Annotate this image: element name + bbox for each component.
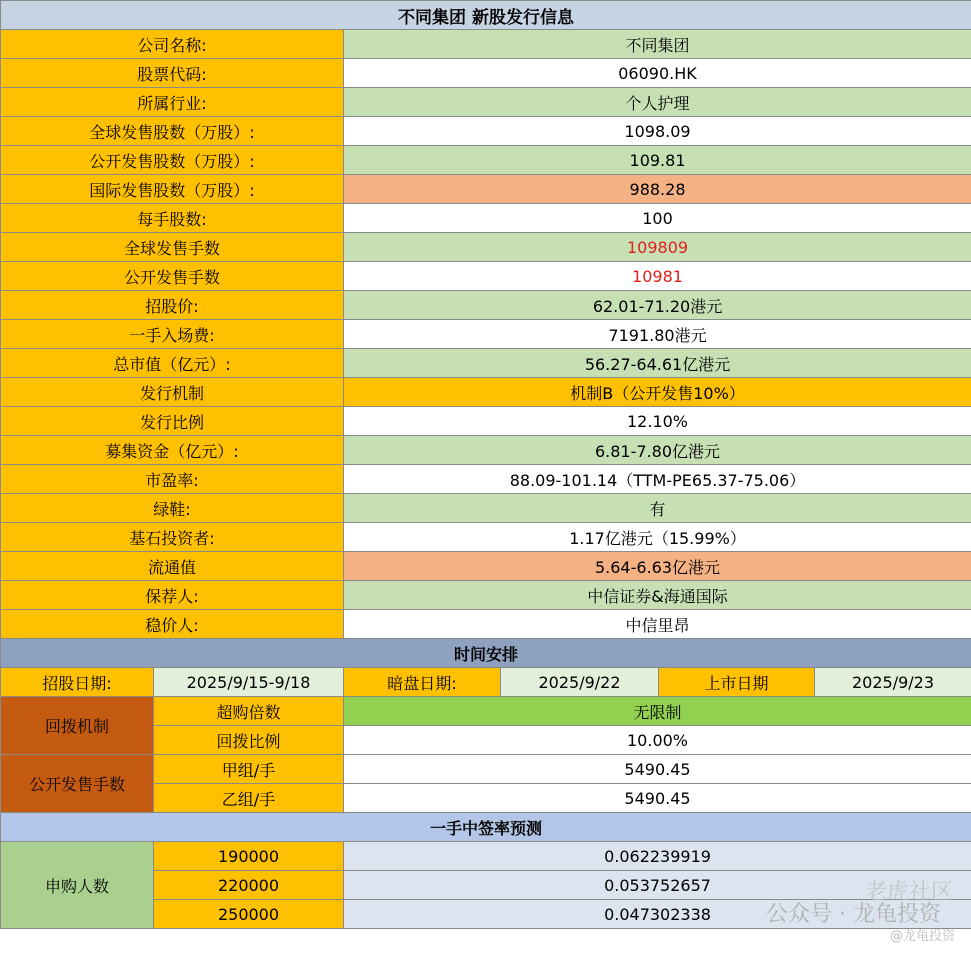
group-a-label: 甲组/手 (154, 755, 344, 784)
value-public-shares: 109.81 (344, 146, 971, 175)
value-sponsor: 中信证券&海通国际 (344, 581, 971, 610)
value-float-value: 5.64-6.63亿港元 (344, 552, 971, 581)
value-pe-ratio: 88.09-101.14（TTM-PE65.37-75.06） (344, 465, 971, 494)
label-sponsor: 保荐人: (1, 581, 344, 610)
label-global-shares: 全球发售股数（万股）: (1, 117, 344, 146)
clawback-label: 回拨机制 (1, 697, 154, 755)
value-market-cap: 56.27-64.61亿港元 (344, 349, 971, 378)
label-public-lots: 公开发售手数 (1, 262, 344, 291)
label-cornerstone: 基石投资者: (1, 523, 344, 552)
value-intl-shares: 988.28 (344, 175, 971, 204)
label-intl-shares: 国际发售股数（万股）: (1, 175, 344, 204)
subscription-date-value: 2025/9/15-9/18 (154, 668, 344, 697)
oversub-label: 超购倍数 (154, 697, 344, 726)
applicant-count: 250000 (154, 900, 344, 929)
subscription-date-label: 招股日期: (1, 668, 154, 697)
applicants-label: 申购人数 (1, 842, 154, 929)
grey-market-date-value: 2025/9/22 (501, 668, 659, 697)
label-stock-code: 股票代码: (1, 59, 344, 88)
value-proceeds: 6.81-7.80亿港元 (344, 436, 971, 465)
label-lot-size: 每手股数: (1, 204, 344, 233)
value-global-lots: 109809 (344, 233, 971, 262)
value-public-lots: 10981 (344, 262, 971, 291)
label-proceeds: 募集资金（亿元）: (1, 436, 344, 465)
label-company-name: 公司名称: (1, 30, 344, 59)
clawback-ratio-label: 回拨比例 (154, 726, 344, 755)
value-company-name: 不同集团 (344, 30, 971, 59)
label-stabilizer: 稳价人: (1, 610, 344, 639)
label-mechanism: 发行机制 (1, 378, 344, 407)
value-issue-ratio: 12.10% (344, 407, 971, 436)
allotment-rate: 0.047302338 (344, 900, 971, 929)
label-industry: 所属行业: (1, 88, 344, 117)
listing-date-value: 2025/9/23 (815, 668, 971, 697)
value-global-shares: 1098.09 (344, 117, 971, 146)
label-greenshoe: 绿鞋: (1, 494, 344, 523)
community-watermark: 老虎社区 (864, 880, 953, 905)
listing-date-label: 上市日期 (659, 668, 815, 697)
label-offer-price: 招股价: (1, 291, 344, 320)
allotment-rate: 0.062239919 (344, 842, 971, 871)
value-offer-price: 62.01-71.20港元 (344, 291, 971, 320)
value-entry-fee: 7191.80港元 (344, 320, 971, 349)
public-lots-label: 公开发售手数 (1, 755, 154, 813)
value-cornerstone: 1.17亿港元（15.99%） (344, 523, 971, 552)
schedule-header: 时间安排 (1, 639, 971, 668)
value-industry: 个人护理 (344, 88, 971, 117)
clawback-ratio-value: 10.00% (344, 726, 971, 755)
group-a-value: 5490.45 (344, 755, 971, 784)
value-lot-size: 100 (344, 204, 971, 233)
applicant-count: 220000 (154, 871, 344, 900)
value-mechanism: 机制B（公开发售10%） (344, 378, 971, 407)
value-stock-code: 06090.HK (344, 59, 971, 88)
label-float-value: 流通值 (1, 552, 344, 581)
account-watermark: 公众号 · 龙龟投资 (766, 902, 941, 927)
page-title: 不同集团 新股发行信息 (1, 1, 971, 30)
label-public-shares: 公开发售股数（万股）: (1, 146, 344, 175)
label-market-cap: 总市值（亿元）: (1, 349, 344, 378)
value-stabilizer: 中信里昂 (344, 610, 971, 639)
forecast-header: 一手中签率预测 (1, 813, 971, 842)
group-b-label: 乙组/手 (154, 784, 344, 813)
label-issue-ratio: 发行比例 (1, 407, 344, 436)
grey-market-date-label: 暗盘日期: (344, 668, 501, 697)
value-greenshoe: 有 (344, 494, 971, 523)
handle-watermark: @龙龟投资 (889, 929, 955, 944)
label-entry-fee: 一手入场费: (1, 320, 344, 349)
applicant-count: 190000 (154, 842, 344, 871)
allotment-rate: 0.053752657 (344, 871, 971, 900)
group-b-value: 5490.45 (344, 784, 971, 813)
label-global-lots: 全球发售手数 (1, 233, 344, 262)
oversub-value: 无限制 (344, 697, 971, 726)
label-pe-ratio: 市盈率: (1, 465, 344, 494)
